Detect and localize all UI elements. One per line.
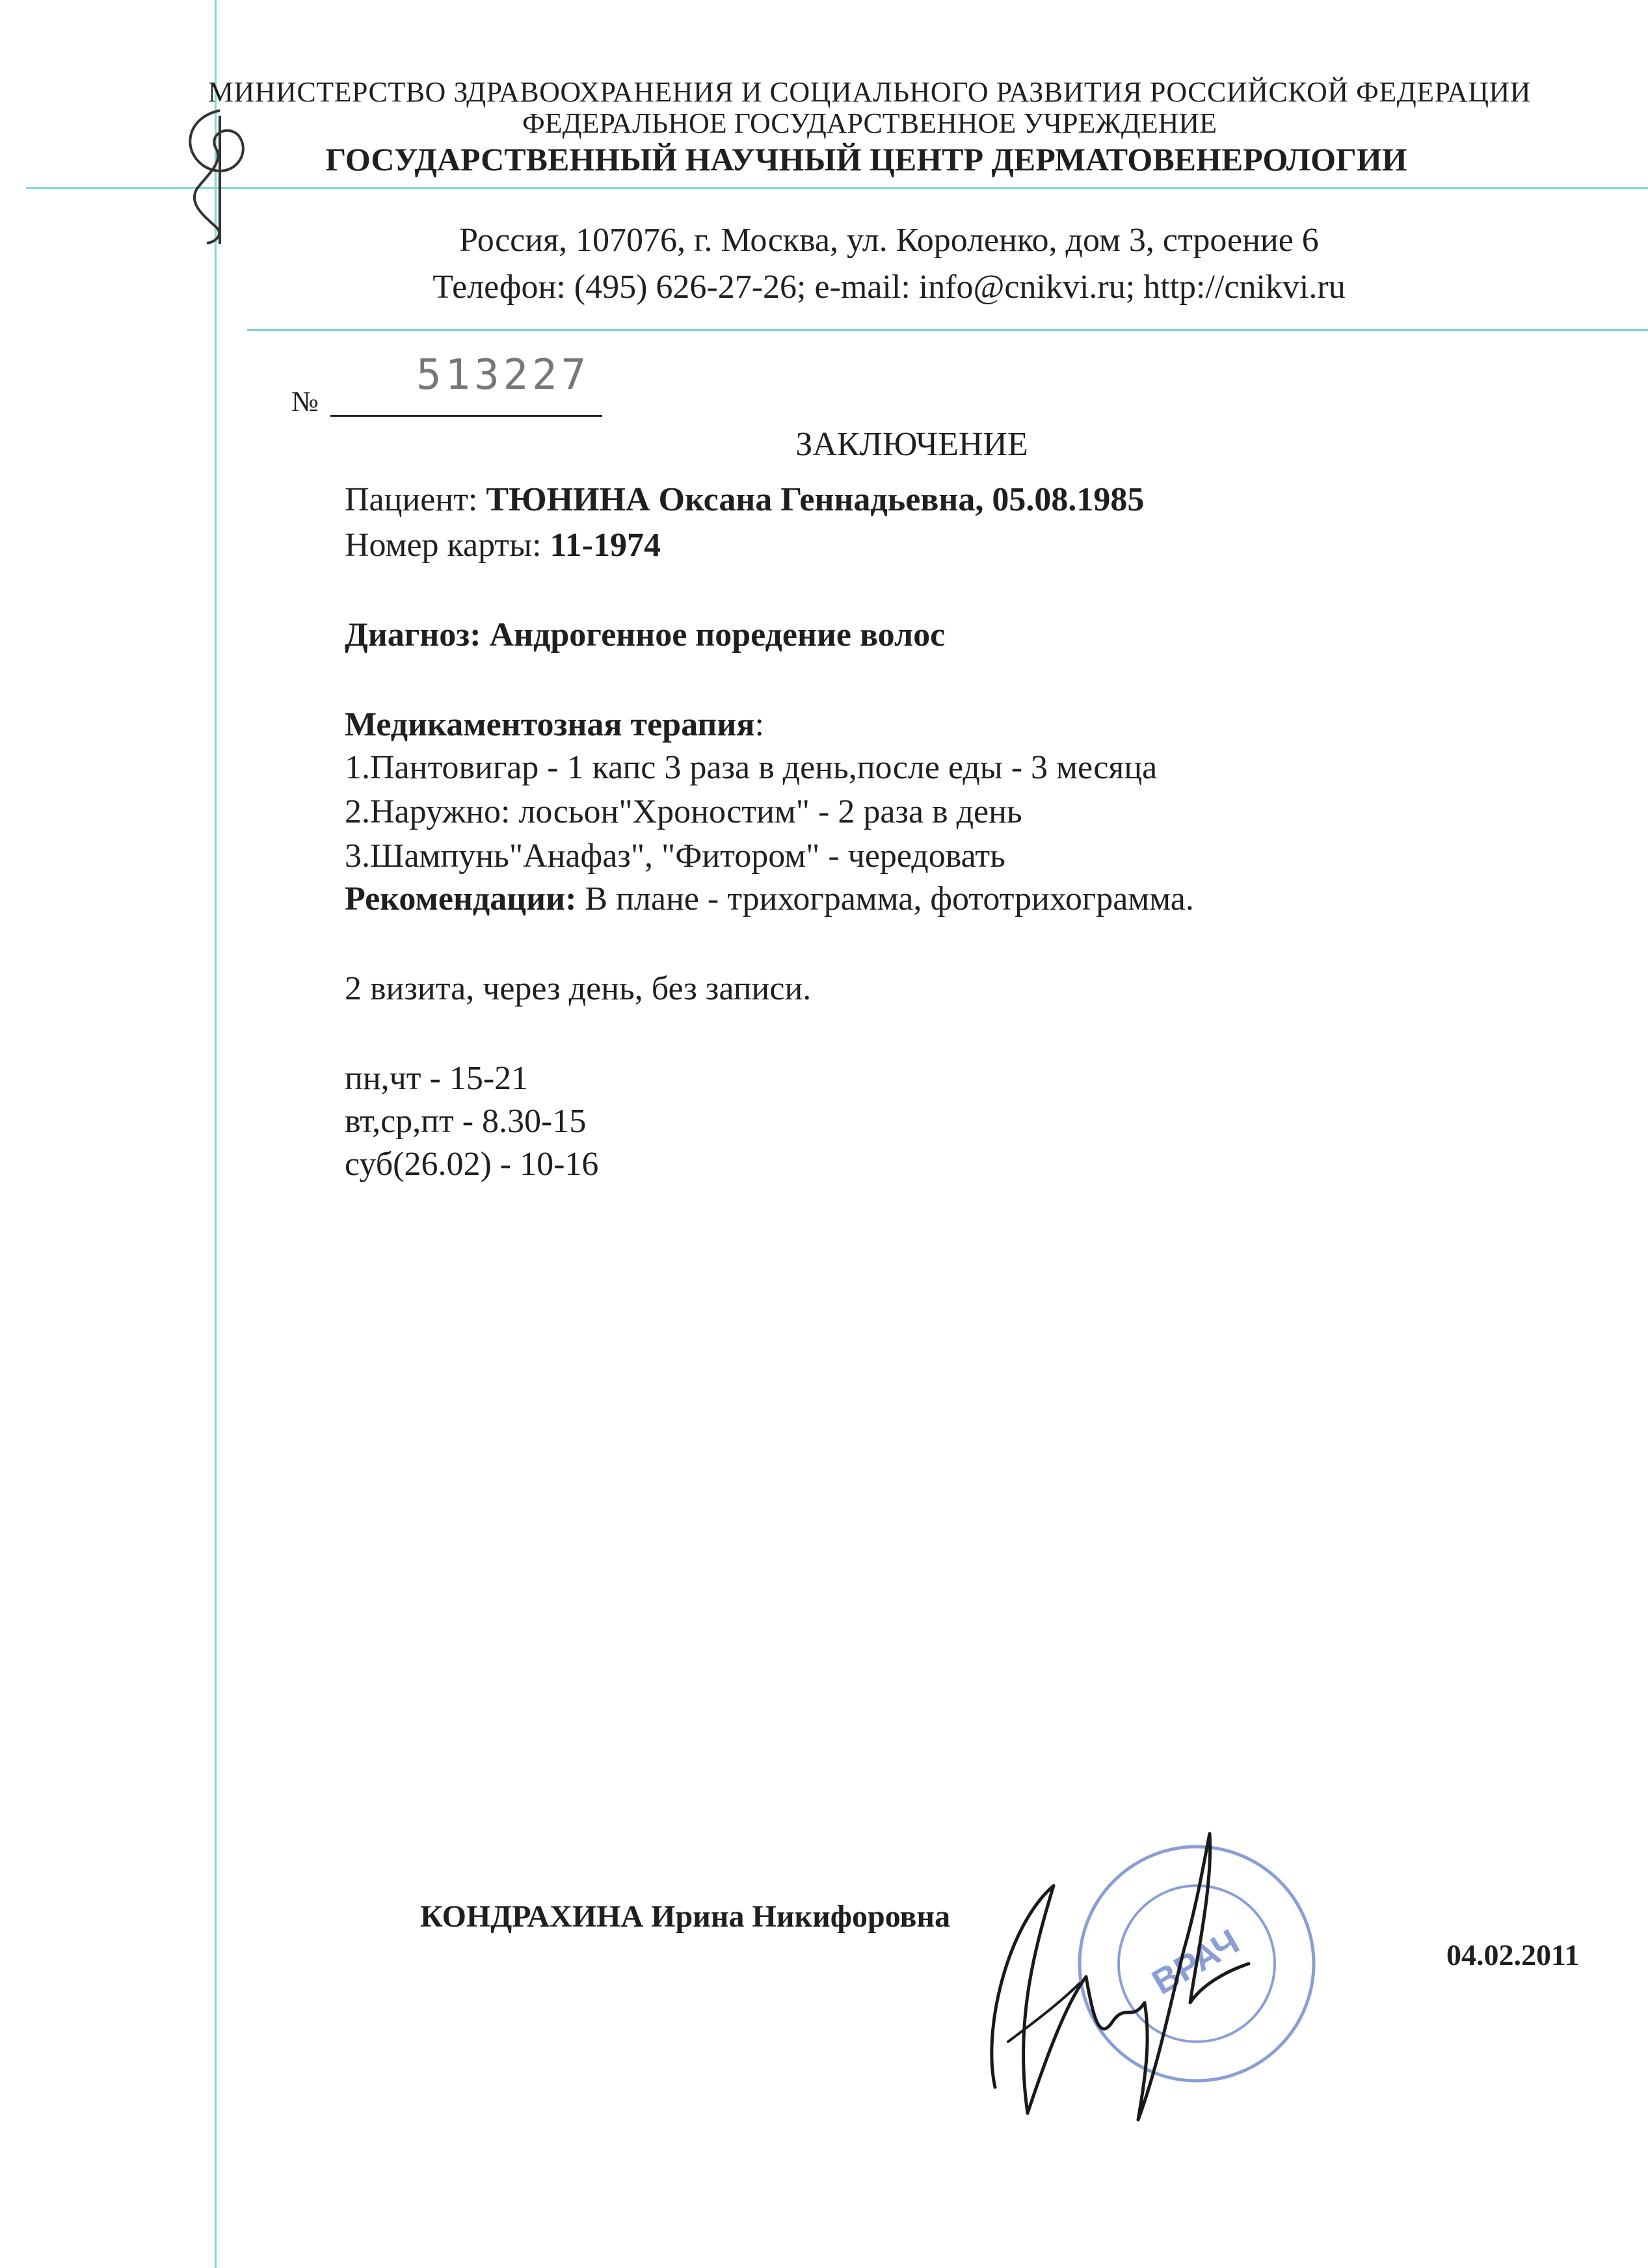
diagnosis-label: Диагноз:	[345, 616, 481, 653]
patient-value: ТЮНИНА Оксана Геннадьевна, 05.08.1985	[486, 481, 1145, 518]
address: Россия, 107076, г. Москва, ул. Короленко, дом 3, строение 6	[459, 222, 1319, 259]
header-bottom-rule	[247, 329, 1648, 331]
patient-line	[345, 479, 1144, 521]
therapy-colon: :	[754, 706, 764, 743]
document-number: 513227	[416, 351, 591, 399]
therapy-heading	[345, 704, 764, 746]
diagnosis-line	[345, 614, 945, 657]
number-underline	[330, 415, 602, 417]
signature-date: 04.02.2011	[1446, 1938, 1580, 1971]
visits-note: 2 визита, через день, без записи.	[345, 970, 812, 1007]
therapy-item: 1.Пантовигар - 1 капс 3 раза в день,после еды - 3 месяца	[345, 749, 1158, 786]
document-title: ЗАКЛЮЧЕНИЕ	[795, 426, 1028, 463]
ministry-name: МИНИСТЕРСТВО ЗДРАВООХРАНЕНИЯ И СОЦИАЛЬНОГО РАЗВИТИЯ РОССИЙСКОЙ ФЕДЕРАЦИИ	[207, 76, 1532, 108]
handwritten-signature	[956, 1808, 1294, 2146]
stamp-text: ВРАЧ	[1145, 1921, 1246, 2003]
patient-label: Пациент:	[345, 481, 478, 518]
schedule-item: вт,ср,пт - 8.30-15	[345, 1103, 587, 1140]
therapy-item: 2.Наружно: лосьон"Хроностим" - 2 раза в день	[345, 793, 1022, 830]
doctor-name: КОНДРАХИНА Ирина Никифоровна	[420, 1899, 951, 1934]
therapy-label: Медикаментозная терапия	[345, 706, 755, 743]
card-value: 11-1974	[550, 527, 661, 564]
schedule-item: суб(26.02) - 10-16	[345, 1146, 599, 1183]
institution-type: ФЕДЕРАЛЬНОЕ ГОСУДАРСТВЕННОЕ УЧРЕЖДЕНИЕ	[522, 107, 1217, 139]
left-margin-rule	[215, 0, 217, 2268]
contacts: Телефон: (495) 626-27-26; e-mail: info@cnikvi.ru; http://cnikvi.ru	[432, 269, 1346, 306]
diagnosis-value: Андрогенное поредение волос	[489, 616, 946, 653]
card-line	[345, 524, 661, 567]
recommendations-label: Рекомендации:	[345, 880, 577, 917]
recommendations-value: В плане - трихограмма, фототрихограмма.	[585, 880, 1194, 917]
number-label: №	[291, 386, 319, 417]
institution-name: ГОСУДАРСТВЕННЫЙ НАУЧНЫЙ ЦЕНТР ДЕРМАТОВЕНЕРОЛОГИИ	[325, 141, 1407, 178]
schedule-item: пн,чт - 15-21	[345, 1060, 529, 1097]
therapy-item: 3.Шампунь"Анафаз", "Фитором" - чередовать	[345, 837, 1005, 875]
recommendations-line	[345, 878, 1194, 921]
card-label: Номер карты:	[345, 527, 542, 564]
